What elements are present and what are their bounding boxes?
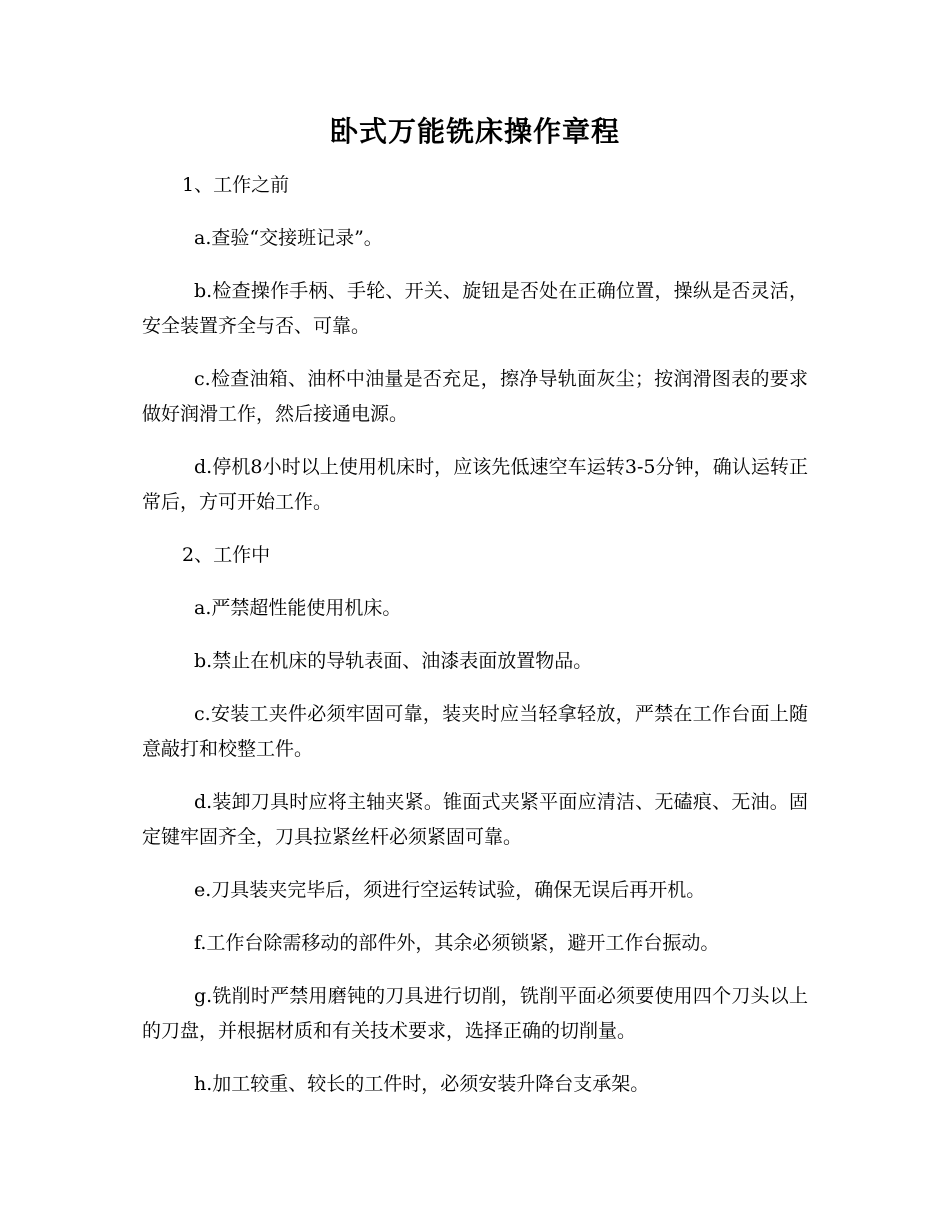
paragraph-item: c.检查油箱、油杯中油量是否充足，擦净导轨面灰尘；按润滑图表的要求做好润滑工作，然后接通电源。 xyxy=(142,368,808,425)
paragraph-item: b.禁止在机床的导轨表面、油漆表面放置物品。 xyxy=(194,650,593,672)
paragraph-item: b.检查操作手柄、手轮、开关、旋钮是否处在正确位置，操纵是否灵活，安全装置齐全与否、可靠。 xyxy=(142,280,808,337)
paragraph-item: d.停机8小时以上使用机床时，应该先低速空车运转3-5分钟，确认运转正常后，方可开始工作。 xyxy=(142,456,808,513)
paragraph-item: d.装卸刀具时应将主轴夹紧。锥面式夹紧平面应清洁、无磕痕、无油。固定键牢固齐全，刀具拉紧丝杆必须紧固可靠。 xyxy=(142,791,808,848)
section-heading-during-work: 2、工作中 xyxy=(182,544,271,566)
paragraph-item: h.加工较重、较长的工件时，必须安装升降台支承架。 xyxy=(194,1073,650,1095)
paragraph-item: e.刀具装夹完毕后，须进行空运转试验，确保无误后再开机。 xyxy=(194,879,706,901)
paragraph-item: g.铣削时严禁用磨钝的刀具进行切削，铣削平面必须要使用四个刀头以上的刀盘，并根据材质和有关技术要求，选择正确的切削量。 xyxy=(142,985,808,1042)
section-heading-before-work: 1、工作之前 xyxy=(182,174,290,196)
paragraph-item: a.严禁超性能使用机床。 xyxy=(194,597,402,619)
document-body xyxy=(142,168,808,1120)
paragraph-item: f.工作台除需移动的部件外，其余必须锁紧，避开工作台振动。 xyxy=(194,932,720,954)
paragraph-item: c.安装工夹件必须牢固可靠，装夹时应当轻拿轻放，严禁在工作台面上随意敲打和校整工件。 xyxy=(142,703,808,760)
document-title: 卧式万能铣床操作章程 xyxy=(329,115,620,148)
paragraph-item: a.查验“交接班记录”。 xyxy=(194,227,383,249)
